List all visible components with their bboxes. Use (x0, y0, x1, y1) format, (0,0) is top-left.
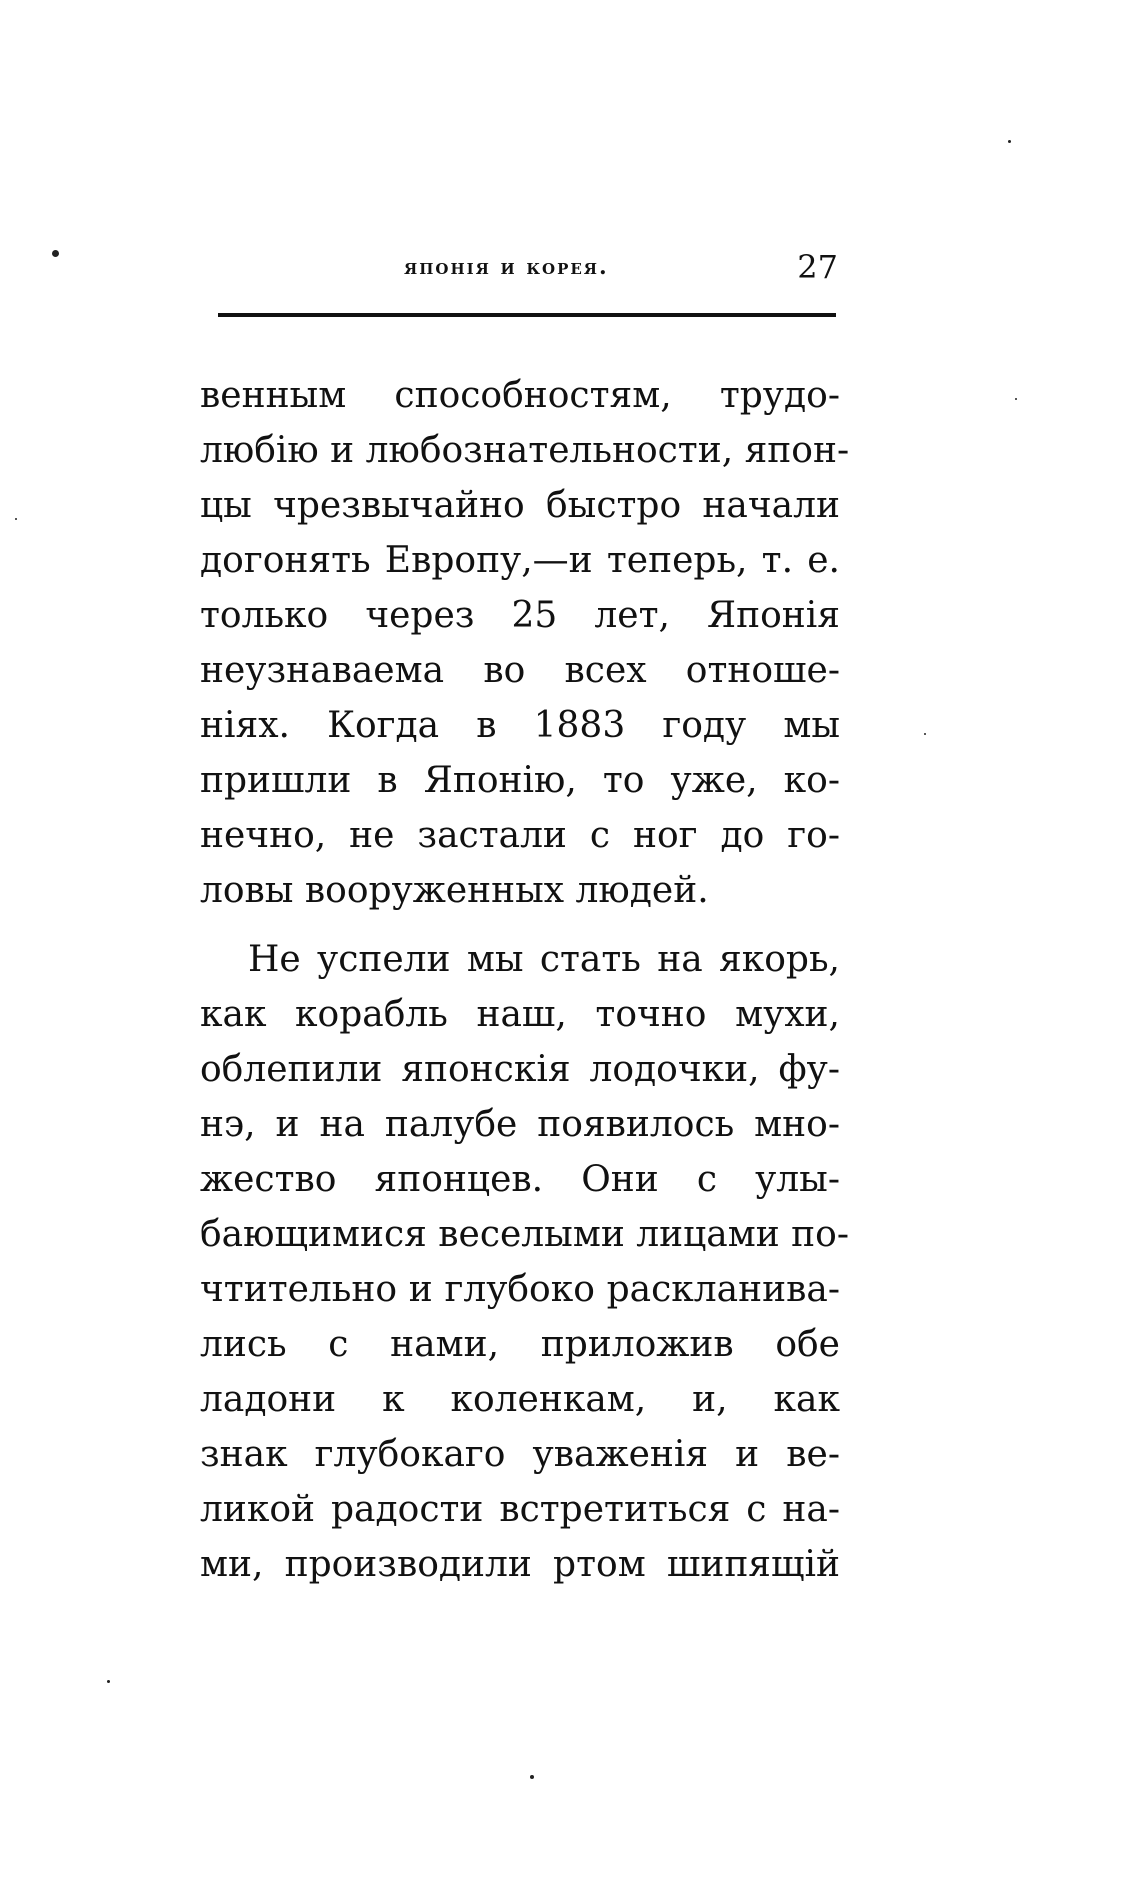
text-line: ладони к коленкам, и, как (200, 1379, 840, 1420)
text-line: пришли в Японію, то уже, ко- (200, 760, 840, 801)
paper-speck (107, 1680, 110, 1683)
text-line: ми, производили ртом шипящій (200, 1544, 840, 1585)
text-line: Не успели мы стать на якорь, (248, 939, 840, 980)
paper-speck (1015, 398, 1017, 400)
text-line: знак глубокаго уваженія и ве- (200, 1434, 840, 1475)
paper-speck (52, 250, 59, 257)
text-line: венным способностям, трудо- (200, 375, 840, 416)
header-rule (218, 313, 836, 317)
paper-speck (1008, 140, 1011, 143)
text-line: жество японцев. Они с улы- (200, 1159, 840, 1200)
text-line: чтительно и глубоко раскланива- (200, 1269, 840, 1310)
text-line: нэ, и на палубе появилось мно- (200, 1104, 840, 1145)
body-text (200, 368, 850, 1592)
paper-speck (530, 1775, 534, 1779)
paper-speck (15, 518, 17, 520)
text-line: неузнаваема во всех отноше- (200, 650, 840, 691)
running-header (218, 248, 838, 288)
paragraph-1 (200, 368, 850, 918)
paper-speck (924, 733, 926, 735)
paragraph-2 (200, 932, 850, 1592)
text-line: цы чрезвычайно быстро начали (200, 485, 840, 526)
text-line: любію и любознательности, япон- (200, 430, 850, 471)
text-line: ніях. Когда в 1883 году мы (200, 705, 840, 746)
page-number: 27 (797, 248, 838, 286)
text-line: ловы вооруженных людей. (200, 870, 709, 911)
text-line: догонять Европу,—и теперь, т. е. (200, 540, 840, 581)
text-line: нечно, не застали с ног до го- (200, 815, 840, 856)
text-line: ликой радости встретиться с на- (200, 1489, 840, 1530)
text-line: как корабль наш, точно мухи, (200, 994, 840, 1035)
paragraph-spacer (200, 918, 840, 932)
text-line: бающимися веселыми лицами по- (200, 1214, 850, 1255)
text-line: только через 25 лет, Японія (200, 595, 840, 636)
text-line: лись с нами, приложив обе (200, 1324, 840, 1365)
text-line: облепили японскія лодочки, фу- (200, 1049, 840, 1090)
running-title: японія и корея. (404, 254, 609, 280)
